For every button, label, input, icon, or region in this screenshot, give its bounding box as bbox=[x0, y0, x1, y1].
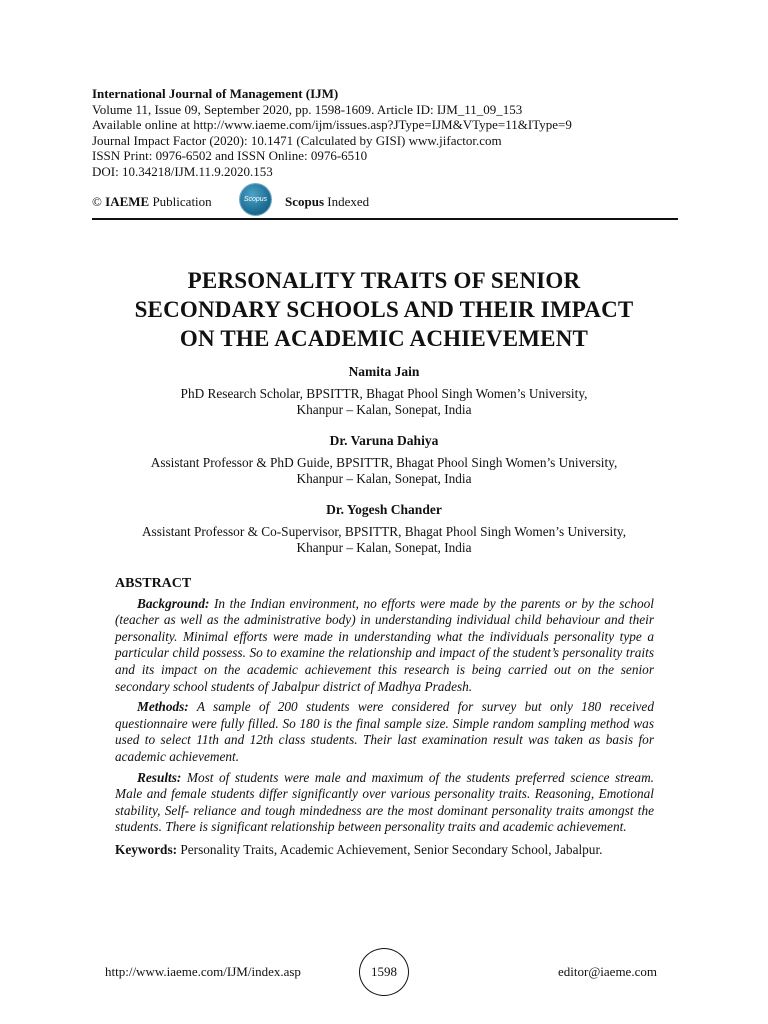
results-label: Results: bbox=[137, 769, 182, 785]
abstract-section bbox=[115, 576, 654, 859]
issn-line: ISSN Print: 0976-6502 and ISSN Online: 0976-6510 bbox=[92, 148, 368, 163]
abstract-heading: ABSTRACT bbox=[115, 576, 192, 591]
methods-label: Methods: bbox=[137, 699, 189, 715]
author-affiliation: PhD Research Scholar, BPSITTR, Bhagat Phool Singh Women’s University, bbox=[180, 385, 588, 401]
indexing-suffix: Indexed bbox=[327, 194, 370, 209]
methods-text: A sample of 200 students were considered for survey but only 180 received questionnaire were fully filled. So 180 is the final sample size. Simple random sampling method was used to select 11th and 12th class students. Their last examination result was taken as basis for academic achievement. bbox=[115, 699, 654, 764]
scopus-logo-text: Scopus bbox=[243, 196, 268, 203]
keywords bbox=[115, 842, 654, 859]
doi-line: DOI: 10.34218/IJM.11.9.2020.153 bbox=[92, 163, 273, 179]
publisher-credit bbox=[92, 194, 212, 210]
abstract-methods bbox=[115, 699, 654, 765]
page-number-text: 1598 bbox=[371, 964, 397, 979]
copyright-symbol: © bbox=[92, 194, 102, 209]
header-divider bbox=[92, 218, 678, 220]
scopus-logo-icon bbox=[240, 184, 271, 215]
page-footer bbox=[0, 944, 768, 996]
footer-email-link[interactable]: editor@iaeme.com bbox=[558, 964, 657, 979]
author-affiliation: Khanpur – Kalan, Sonepat, India bbox=[296, 402, 472, 417]
volume-line: Volume 11, Issue 09, September 2020, pp. 1598-1609. Article ID: IJM_11_09_153 bbox=[92, 101, 523, 117]
author-affiliation: Khanpur – Kalan, Sonepat, India bbox=[296, 471, 472, 486]
author-name: Namita Jain bbox=[348, 364, 420, 379]
title-line: ON THE ACADEMIC ACHIEVEMENT bbox=[179, 326, 589, 351]
author-affiliation: Assistant Professor & Co-Supervisor, BPSITTR, Bhagat Phool Singh Women’s University, bbox=[141, 523, 627, 539]
journal-header bbox=[92, 86, 682, 179]
publisher-name: IAEME bbox=[105, 194, 150, 209]
available-online-line: Available online at http://www.iaeme.com/ijm/issues.asp?JType=IJM&VType=11&IType=9 bbox=[92, 117, 572, 132]
title-line: PERSONALITY TRAITS OF SENIOR bbox=[187, 268, 581, 293]
author-name: Dr. Varuna Dahiya bbox=[329, 433, 439, 448]
author-affiliation: Khanpur – Kalan, Sonepat, India bbox=[296, 540, 472, 555]
indexing-credit bbox=[285, 194, 369, 210]
indexing-name: Scopus bbox=[285, 194, 325, 209]
background-text: In the Indian environment, no efforts were made by the parents or by the school (teacher as well as the administrative body) in understanding individual child behaviour and their personality. Minimal efforts were made in understanding what the individuals personality type a particular child possess. So to examine the relationship and impact of the student’s personality traits and its impact on the academic achievement this research is being carried out on the senior secondary school students of Jabalpur district of Madhya Pradesh. bbox=[115, 595, 654, 694]
impact-factor-line: Journal Impact Factor (2020): 10.1471 (Calculated by GISI) www.jifactor.com bbox=[92, 132, 502, 148]
paper-title bbox=[80, 266, 688, 353]
results-text: Most of students were male and maximum of the students preferred science stream. Male and female students differ significantly over various personality traits. Reasoning, Emotional stability, Self- reliance and tough mindedness are the most dominant personality traits amongst the students. There is significant relationship between personality traits and academic achievement. bbox=[115, 769, 654, 835]
footer-url-link[interactable]: http://www.iaeme.com/IJM/index.asp bbox=[105, 964, 301, 979]
abstract-background bbox=[115, 596, 654, 696]
journal-title: International Journal of Management (IJM) bbox=[92, 86, 339, 101]
author-block bbox=[80, 433, 688, 488]
author-block bbox=[80, 364, 688, 419]
author-block bbox=[80, 502, 688, 557]
page-number bbox=[359, 948, 409, 996]
publisher-suffix: Publication bbox=[152, 194, 212, 209]
author-affiliation: Assistant Professor & PhD Guide, BPSITTR, Bhagat Phool Singh Women’s University, bbox=[150, 454, 618, 470]
author-name: Dr. Yogesh Chander bbox=[326, 502, 442, 517]
abstract-results bbox=[115, 770, 654, 836]
publication-row bbox=[92, 184, 682, 218]
keywords-text: Personality Traits, Academic Achievement, Senior Secondary School, Jabalpur. bbox=[180, 841, 603, 857]
background-label: Background: bbox=[137, 595, 210, 611]
title-line: SECONDARY SCHOOLS AND THEIR IMPACT bbox=[134, 297, 634, 322]
keywords-label: Keywords: bbox=[115, 841, 178, 857]
